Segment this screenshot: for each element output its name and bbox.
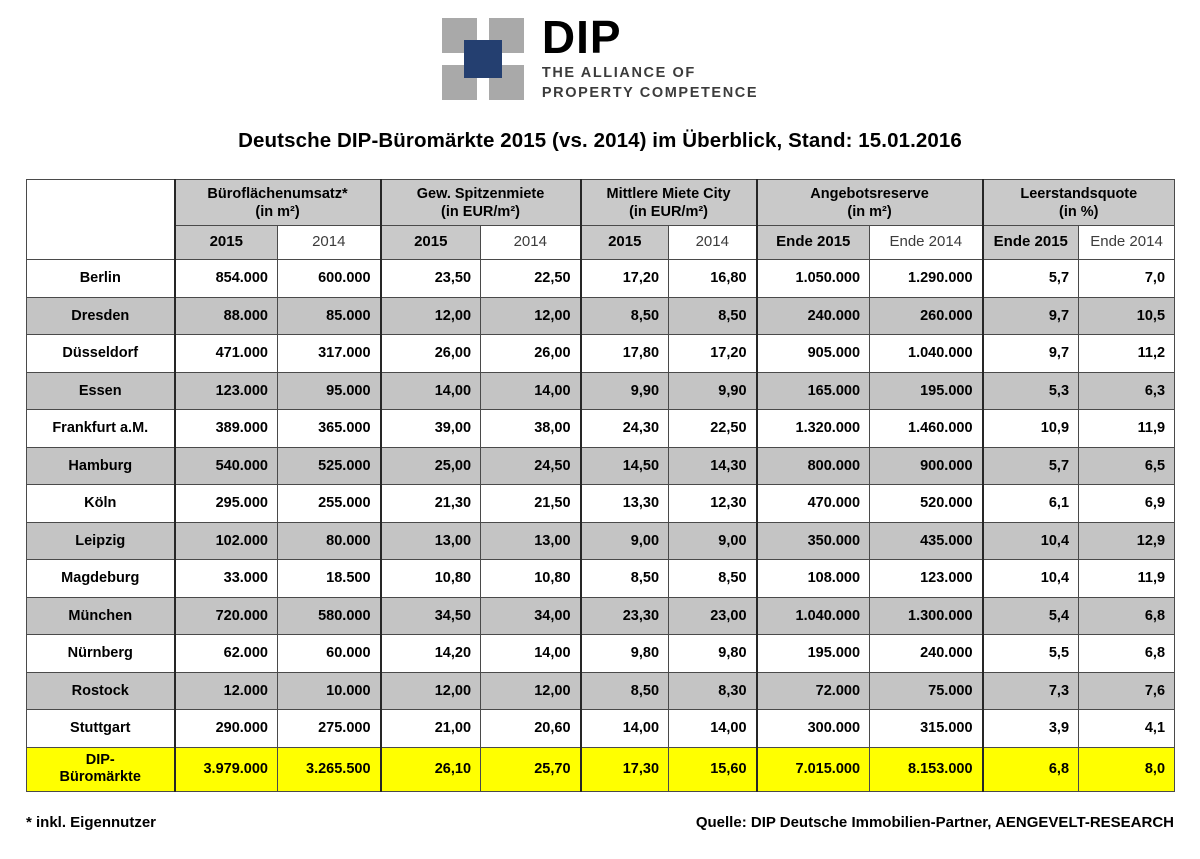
table-cell: 13,00 bbox=[381, 522, 481, 560]
table-cell: 12,00 bbox=[381, 297, 481, 335]
table-cell: 9,7 bbox=[983, 297, 1079, 335]
table-cell: 8,50 bbox=[669, 560, 757, 598]
table-cell: 18.500 bbox=[278, 560, 381, 598]
table-head bbox=[27, 180, 1175, 260]
table-row bbox=[27, 672, 1175, 710]
table-cell: 1.290.000 bbox=[870, 260, 983, 298]
table-cell: 7,0 bbox=[1079, 260, 1175, 298]
table-cell: 22,50 bbox=[481, 260, 581, 298]
table-cell: 240.000 bbox=[870, 635, 983, 673]
table-cell: 5,5 bbox=[983, 635, 1079, 673]
row-city-label: Nürnberg bbox=[27, 635, 175, 673]
table-cell: 5,3 bbox=[983, 372, 1079, 410]
table-cell: 800.000 bbox=[757, 447, 870, 485]
table-cell: 720.000 bbox=[175, 597, 278, 635]
table-row bbox=[27, 297, 1175, 335]
table-cell: 12,00 bbox=[481, 297, 581, 335]
table-cell: 75.000 bbox=[870, 672, 983, 710]
table-cell: 14,00 bbox=[581, 710, 669, 748]
table-cell: 14,30 bbox=[669, 447, 757, 485]
table-cell: 21,30 bbox=[381, 485, 481, 523]
table-cell: 6,1 bbox=[983, 485, 1079, 523]
subheader-leerstandsquote-2014: Ende 2014 bbox=[1079, 226, 1175, 260]
subheader-mittlere-miete-2015: 2015 bbox=[581, 226, 669, 260]
table-cell: 854.000 bbox=[175, 260, 278, 298]
logo-tagline-line2: PROPERTY COMPETENCE bbox=[541, 84, 759, 101]
table-cell: 365.000 bbox=[278, 410, 381, 448]
table-cell: 14,00 bbox=[669, 710, 757, 748]
table-cell: 23,00 bbox=[669, 597, 757, 635]
table-cell: 21,50 bbox=[481, 485, 581, 523]
header-sub-row bbox=[27, 226, 1175, 260]
table-cell: 6,8 bbox=[983, 747, 1079, 791]
header-group-unit: (in EUR/m²) bbox=[629, 203, 708, 220]
table-cell: 9,90 bbox=[581, 372, 669, 410]
table-cell: 600.000 bbox=[278, 260, 381, 298]
row-city-label: Köln bbox=[27, 485, 175, 523]
logo-text-block bbox=[541, 11, 759, 103]
table-row bbox=[27, 335, 1175, 373]
table-cell: 10,5 bbox=[1079, 297, 1175, 335]
table-cell: 8,50 bbox=[581, 560, 669, 598]
footer-source: Quelle: DIP Deutsche Immobilien-Partner, AENGEVELT-RESEARCH bbox=[695, 813, 1174, 831]
table-cell: 6,9 bbox=[1079, 485, 1175, 523]
table-cell: 1.300.000 bbox=[870, 597, 983, 635]
table-cell: 10,80 bbox=[481, 560, 581, 598]
table-container bbox=[0, 179, 1200, 792]
table-cell: 85.000 bbox=[278, 297, 381, 335]
row-city-label: Rostock bbox=[27, 672, 175, 710]
table-row bbox=[27, 635, 1175, 673]
table-cell: 9,00 bbox=[581, 522, 669, 560]
table-cell: 33.000 bbox=[175, 560, 278, 598]
table-row bbox=[27, 522, 1175, 560]
table-cell: 14,00 bbox=[481, 635, 581, 673]
table-row bbox=[27, 597, 1175, 635]
table-cell: 7,3 bbox=[983, 672, 1079, 710]
header-group-row bbox=[27, 180, 1175, 226]
header-group-spitzenmiete bbox=[381, 180, 581, 226]
table-cell: 4,1 bbox=[1079, 710, 1175, 748]
table-cell: 525.000 bbox=[278, 447, 381, 485]
table-cell: 8,30 bbox=[669, 672, 757, 710]
table-cell: 95.000 bbox=[278, 372, 381, 410]
table-cell: 10,4 bbox=[983, 522, 1079, 560]
table-cell: 10,80 bbox=[381, 560, 481, 598]
table-cell: 123.000 bbox=[870, 560, 983, 598]
table-cell: 17,80 bbox=[581, 335, 669, 373]
table-cell: 3.265.500 bbox=[278, 747, 381, 791]
table-cell: 540.000 bbox=[175, 447, 278, 485]
total-label-line2: Büromärkte bbox=[59, 769, 141, 786]
row-city-label: Stuttgart bbox=[27, 710, 175, 748]
table-cell: 12,9 bbox=[1079, 522, 1175, 560]
table-cell: 275.000 bbox=[278, 710, 381, 748]
table-cell: 470.000 bbox=[757, 485, 870, 523]
table-cell: 6,8 bbox=[1079, 635, 1175, 673]
table-row bbox=[27, 372, 1175, 410]
footnote-eigennutzer: * inkl. Eigennutzer bbox=[26, 813, 157, 831]
table-cell: 17,30 bbox=[581, 747, 669, 791]
table-cell: 88.000 bbox=[175, 297, 278, 335]
table-cell: 5,4 bbox=[983, 597, 1079, 635]
table-cell: 34,50 bbox=[381, 597, 481, 635]
table-cell: 1.320.000 bbox=[757, 410, 870, 448]
logo-area bbox=[0, 0, 1200, 103]
table-cell: 1.460.000 bbox=[870, 410, 983, 448]
table-cell: 12,00 bbox=[381, 672, 481, 710]
row-city-label: Frankfurt a.M. bbox=[27, 410, 175, 448]
row-city-label: Magdeburg bbox=[27, 560, 175, 598]
footer bbox=[0, 814, 1200, 831]
header-group-label: Büroflächenumsatz* bbox=[207, 185, 348, 202]
table-cell: 12,00 bbox=[481, 672, 581, 710]
table-cell: 5,7 bbox=[983, 447, 1079, 485]
logo-tagline-line1: THE ALLIANCE OF bbox=[541, 65, 696, 81]
header-group-buroflaechenumsatz bbox=[175, 180, 381, 226]
table-cell: 34,00 bbox=[481, 597, 581, 635]
table-cell: 240.000 bbox=[757, 297, 870, 335]
table-row bbox=[27, 447, 1175, 485]
table-cell: 7,6 bbox=[1079, 672, 1175, 710]
table-cell: 300.000 bbox=[757, 710, 870, 748]
row-city-label: Berlin bbox=[27, 260, 175, 298]
header-group-label: Mittlere Miete City bbox=[606, 185, 731, 202]
table-row bbox=[27, 485, 1175, 523]
table-cell: 10,9 bbox=[983, 410, 1079, 448]
subheader-spitzenmiete-2015: 2015 bbox=[381, 226, 481, 260]
table-cell: 165.000 bbox=[757, 372, 870, 410]
row-city-label: Dresden bbox=[27, 297, 175, 335]
subheader-angebotsreserve-2015: Ende 2015 bbox=[757, 226, 870, 260]
table-cell: 6,8 bbox=[1079, 597, 1175, 635]
table-cell: 13,00 bbox=[481, 522, 581, 560]
table-cell: 9,90 bbox=[669, 372, 757, 410]
table-cell: 14,00 bbox=[481, 372, 581, 410]
table-cell: 23,30 bbox=[581, 597, 669, 635]
table-cell: 580.000 bbox=[278, 597, 381, 635]
table-cell: 39,00 bbox=[381, 410, 481, 448]
dip-logo bbox=[442, 11, 759, 103]
row-city-label: Hamburg bbox=[27, 447, 175, 485]
table-cell: 24,50 bbox=[481, 447, 581, 485]
subheader-angebotsreserve-2014: Ende 2014 bbox=[870, 226, 983, 260]
dip-logo-mark-icon bbox=[442, 18, 524, 100]
header-group-label: Angebotsreserve bbox=[810, 185, 929, 202]
table-cell: 295.000 bbox=[175, 485, 278, 523]
subheader-leerstandsquote-2015: Ende 2015 bbox=[983, 226, 1079, 260]
table-row-total bbox=[27, 747, 1175, 791]
table-cell: 26,00 bbox=[481, 335, 581, 373]
table-cell: 15,60 bbox=[669, 747, 757, 791]
subheader-mittlere-miete-2014: 2014 bbox=[669, 226, 757, 260]
table-cell: 350.000 bbox=[757, 522, 870, 560]
table-cell: 389.000 bbox=[175, 410, 278, 448]
table-cell: 123.000 bbox=[175, 372, 278, 410]
subheader-spitzenmiete-2014: 2014 bbox=[481, 226, 581, 260]
table-cell: 102.000 bbox=[175, 522, 278, 560]
table-cell: 10.000 bbox=[278, 672, 381, 710]
table-cell: 26,10 bbox=[381, 747, 481, 791]
header-group-angebotsreserve bbox=[757, 180, 983, 226]
table-cell: 26,00 bbox=[381, 335, 481, 373]
table-cell: 9,7 bbox=[983, 335, 1079, 373]
table-cell: 14,20 bbox=[381, 635, 481, 673]
table-cell: 12,30 bbox=[669, 485, 757, 523]
table-cell: 1.040.000 bbox=[870, 335, 983, 373]
row-city-label: Essen bbox=[27, 372, 175, 410]
subheader-buroflaechenumsatz-2015: 2015 bbox=[175, 226, 278, 260]
table-cell: 9,80 bbox=[581, 635, 669, 673]
table-cell: 11,9 bbox=[1079, 410, 1175, 448]
table-cell: 38,00 bbox=[481, 410, 581, 448]
table-row bbox=[27, 410, 1175, 448]
table-cell: 80.000 bbox=[278, 522, 381, 560]
subheader-buroflaechenumsatz-2014: 2014 bbox=[278, 226, 381, 260]
header-corner-cell bbox=[27, 180, 175, 260]
table-cell: 11,9 bbox=[1079, 560, 1175, 598]
table-cell: 9,00 bbox=[669, 522, 757, 560]
table-cell: 11,2 bbox=[1079, 335, 1175, 373]
table-cell: 520.000 bbox=[870, 485, 983, 523]
table-cell: 16,80 bbox=[669, 260, 757, 298]
table-cell: 317.000 bbox=[278, 335, 381, 373]
table-cell: 25,00 bbox=[381, 447, 481, 485]
table-cell: 3.979.000 bbox=[175, 747, 278, 791]
table-cell: 62.000 bbox=[175, 635, 278, 673]
table-cell: 10,4 bbox=[983, 560, 1079, 598]
table-cell: 8,50 bbox=[581, 297, 669, 335]
table-cell: 6,5 bbox=[1079, 447, 1175, 485]
table-cell: 21,00 bbox=[381, 710, 481, 748]
table-cell: 195.000 bbox=[870, 372, 983, 410]
header-group-unit: (in m²) bbox=[847, 203, 892, 220]
header-group-label: Gew. Spitzenmiete bbox=[416, 185, 545, 202]
table-cell: 17,20 bbox=[581, 260, 669, 298]
table-cell: 22,50 bbox=[669, 410, 757, 448]
header-group-label: Leerstandsquote bbox=[1020, 185, 1138, 202]
row-city-label: Düsseldorf bbox=[27, 335, 175, 373]
table-row bbox=[27, 260, 1175, 298]
table-body bbox=[27, 260, 1175, 792]
header-group-unit: (in m²) bbox=[255, 203, 300, 220]
table-cell: 260.000 bbox=[870, 297, 983, 335]
table-cell: 8,50 bbox=[669, 297, 757, 335]
office-market-table bbox=[26, 179, 1175, 792]
table-row bbox=[27, 710, 1175, 748]
table-cell: 8.153.000 bbox=[870, 747, 983, 791]
table-cell: 9,80 bbox=[669, 635, 757, 673]
table-cell: 6,3 bbox=[1079, 372, 1175, 410]
total-label-line1: DIP- bbox=[85, 752, 115, 769]
table-cell: 1.050.000 bbox=[757, 260, 870, 298]
table-cell: 72.000 bbox=[757, 672, 870, 710]
header-group-unit: (in EUR/m²) bbox=[441, 203, 520, 220]
table-cell: 8,0 bbox=[1079, 747, 1175, 791]
table-cell: 24,30 bbox=[581, 410, 669, 448]
table-cell: 900.000 bbox=[870, 447, 983, 485]
table-cell: 3,9 bbox=[983, 710, 1079, 748]
table-cell: 8,50 bbox=[581, 672, 669, 710]
table-cell: 905.000 bbox=[757, 335, 870, 373]
row-city-label: München bbox=[27, 597, 175, 635]
table-cell: 1.040.000 bbox=[757, 597, 870, 635]
row-city-label bbox=[27, 747, 175, 791]
table-cell: 195.000 bbox=[757, 635, 870, 673]
row-city-label: Leipzig bbox=[27, 522, 175, 560]
table-row bbox=[27, 560, 1175, 598]
header-group-mittlere-miete-city bbox=[581, 180, 757, 226]
table-cell: 435.000 bbox=[870, 522, 983, 560]
table-cell: 60.000 bbox=[278, 635, 381, 673]
table-cell: 14,50 bbox=[581, 447, 669, 485]
table-cell: 25,70 bbox=[481, 747, 581, 791]
logo-square-center bbox=[464, 40, 502, 78]
table-cell: 7.015.000 bbox=[757, 747, 870, 791]
table-cell: 23,50 bbox=[381, 260, 481, 298]
table-cell: 108.000 bbox=[757, 560, 870, 598]
table-cell: 5,7 bbox=[983, 260, 1079, 298]
header-group-leerstandsquote bbox=[983, 180, 1175, 226]
table-cell: 471.000 bbox=[175, 335, 278, 373]
table-cell: 315.000 bbox=[870, 710, 983, 748]
table-cell: 255.000 bbox=[278, 485, 381, 523]
table-cell: 13,30 bbox=[581, 485, 669, 523]
table-cell: 14,00 bbox=[381, 372, 481, 410]
page-title: Deutsche DIP-Büromärkte 2015 (vs. 2014) im Überblick, Stand: 15.01.2016 bbox=[238, 129, 962, 153]
logo-wordmark: DIP bbox=[541, 11, 622, 63]
table-cell: 290.000 bbox=[175, 710, 278, 748]
table-cell: 17,20 bbox=[669, 335, 757, 373]
table-cell: 12.000 bbox=[175, 672, 278, 710]
table-cell: 20,60 bbox=[481, 710, 581, 748]
header-group-unit: (in %) bbox=[1059, 203, 1099, 220]
